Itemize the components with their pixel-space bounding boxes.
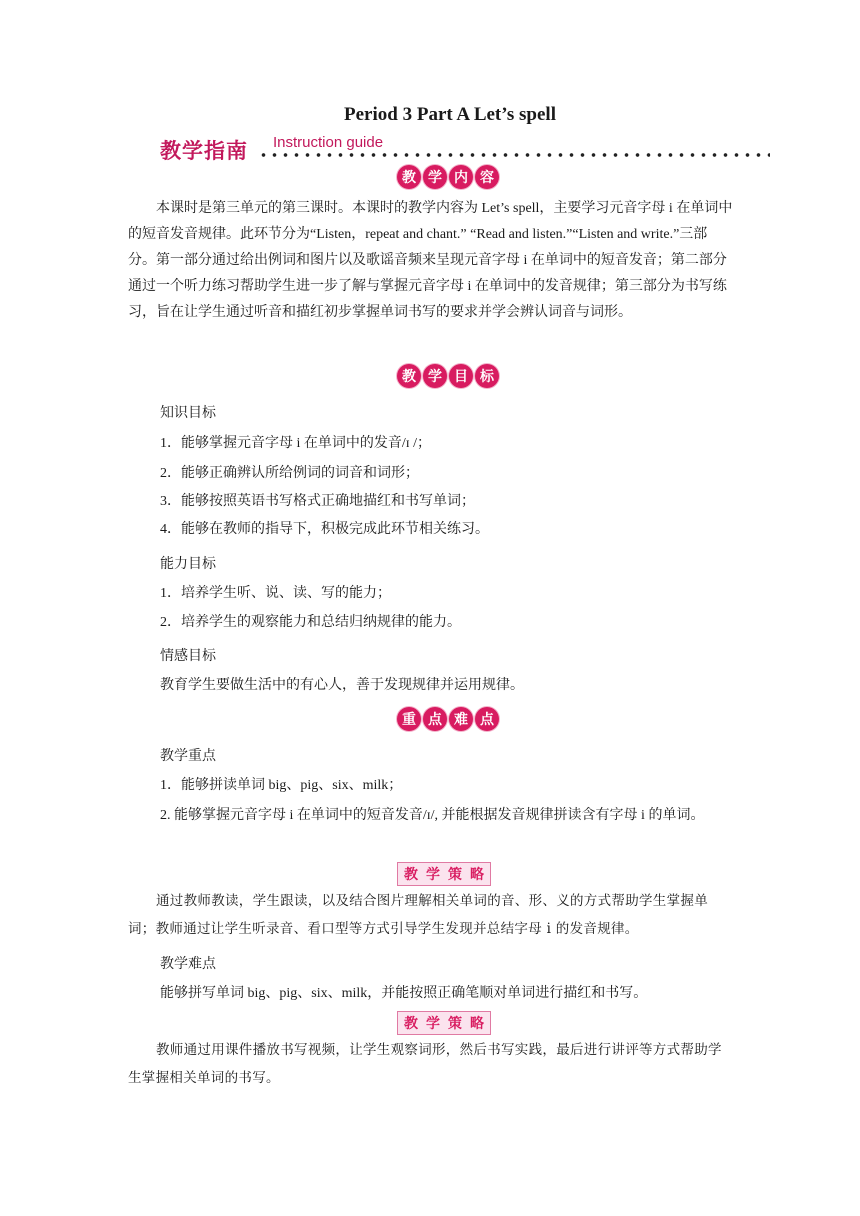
badge-char: 学 — [426, 1016, 440, 1032]
emotion-goals-heading: 情感目标 — [160, 648, 216, 664]
ability-goals-heading: 能力目标 — [160, 556, 216, 572]
difficult-points-heading: 教学难点 — [160, 956, 216, 972]
knowledge-item: 4．能够在教师的指导下，积极完成此环节相关练习。 — [160, 522, 489, 537]
badge-char: 教 — [397, 165, 421, 189]
badge-char: 目 — [449, 364, 473, 388]
knowledge-item: 1．能够掌握元音字母 i 在单词中的发音/ɪ /； — [160, 436, 432, 451]
badge-key-difficult — [397, 707, 499, 731]
badge-char: 教 — [397, 364, 421, 388]
badge-char: 略 — [470, 867, 484, 883]
content-paragraph: 本课时是第三单元的第三课时。本课时的教学内容为 Let’s spell，主要学习元音字母 i 在单词中的短音发音规律。此环节分为“Listen，repeat and chant.” “Read and listen.”“Listen and write.”三部分。第一部分通过给出例词和图片以及歌谣音频来呈现元音字母 i 在单词中的短音发音；第二部分通过一个听力练习帮助学生进一步了解与掌握元音字母 i 在单词中的发音规律；第三部分为书写练习，旨在让学生通过听音和描红初步掌握单词书写的要求并学会辨认词音与词形。 — [128, 201, 733, 320]
instruction-guide-subtitle: Instruction guide — [273, 134, 384, 151]
key-strategy-text: 通过教师教读，学生跟读，以及结合图片理解相关单词的音、形、义的方式帮助学生掌握单词；教师通过让学生听录音、看口型等方式引导学生发现并总结字母 i 的发音规律。 — [128, 893, 708, 937]
badge-char: 教 — [404, 1016, 418, 1032]
difficult-text: 能够拼写单词 big、pig、six、milk，并能按照正确笔顺对单词进行描红和书写。 — [160, 986, 648, 1001]
key-item: 1．能够拼读单词 big、pig、six、milk； — [160, 778, 403, 793]
badge-char: 标 — [475, 364, 499, 388]
badge-char: 内 — [449, 165, 473, 189]
badge-char: 略 — [470, 1016, 484, 1032]
instruction-guide-title: 教学指南 — [160, 139, 248, 163]
badge-char: 点 — [423, 707, 447, 731]
knowledge-goals-heading: 知识目标 — [160, 405, 216, 421]
badge-char: 容 — [475, 165, 499, 189]
badge-char: 策 — [448, 1016, 462, 1032]
badge-strategy-1 — [397, 862, 491, 886]
knowledge-item: 2．能够正确辨认所给例词的词音和词形； — [160, 466, 419, 481]
emotion-text: 教育学生要做生活中的有心人，善于发现规律并运用规律。 — [160, 678, 524, 693]
key-item: 2. 能够掌握元音字母 i 在单词中的短音发音/ɪ/, 并能根据发音规律拼读含有字母 i 的单词。 — [160, 808, 705, 823]
badge-teaching-goals — [397, 364, 499, 388]
page-title: Period 3 Part A Let’s spell — [344, 104, 556, 125]
badge-char: 学 — [423, 364, 447, 388]
ability-item: 2．培养学生的观察能力和总结归纳规律的能力。 — [160, 615, 461, 630]
knowledge-item: 3．能够按照英语书写格式正确地描红和书写单词； — [160, 494, 475, 509]
ability-item: 1．培养学生听、说、读、写的能力； — [160, 586, 391, 601]
badge-char: 重 — [397, 707, 421, 731]
badge-char: 学 — [423, 165, 447, 189]
badge-char: 教 — [404, 867, 418, 883]
badge-char: 难 — [449, 707, 473, 731]
badge-char: 学 — [426, 867, 440, 883]
difficult-strategy-text: 教师通过用课件播放书写视频，让学生观察词形，然后书写实践，最后进行讲评等方式帮助学生掌握相关单词的书写。 — [128, 1042, 722, 1086]
key-points-heading: 教学重点 — [160, 748, 216, 764]
dotted-divider — [258, 152, 770, 158]
badge-teaching-content — [397, 165, 499, 189]
badge-char: 点 — [475, 707, 499, 731]
badge-strategy-2 — [397, 1011, 491, 1035]
badge-char: 策 — [448, 867, 462, 883]
